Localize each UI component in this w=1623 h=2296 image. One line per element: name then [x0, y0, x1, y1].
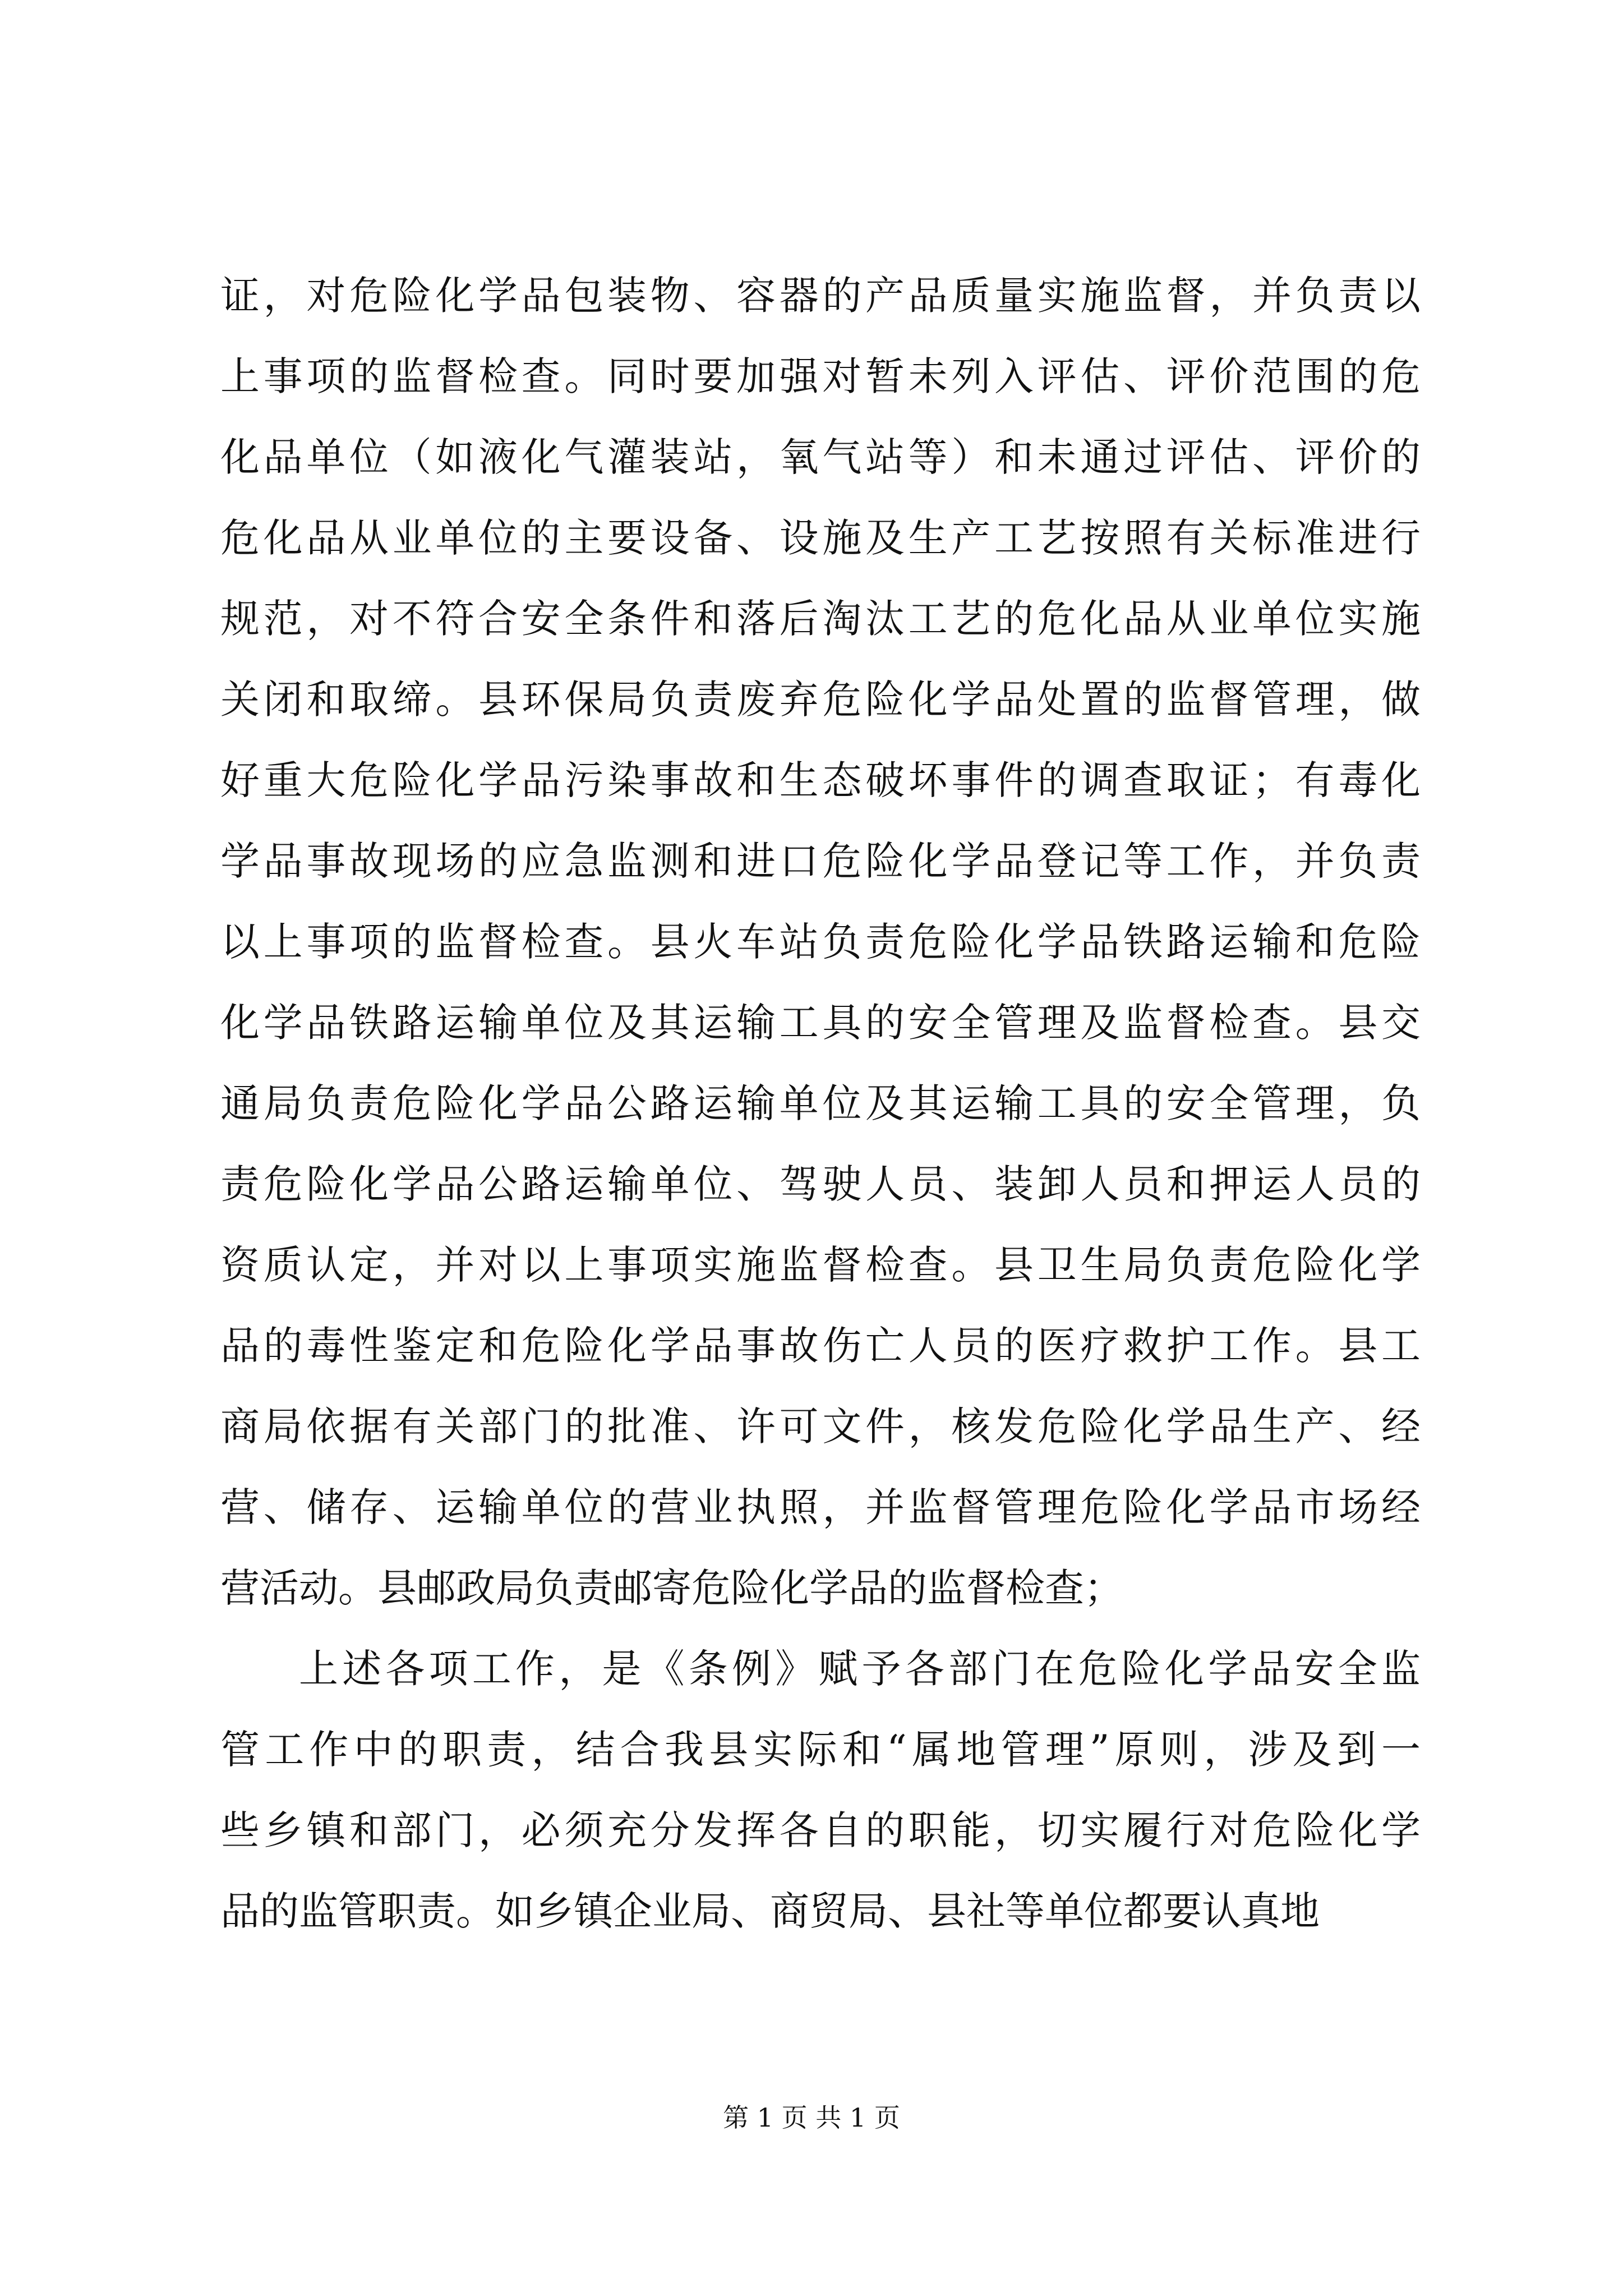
paragraph-line: 管工作中的职责，结合我县实际和“属地管理”原则，涉及到一	[220, 1727, 1421, 1773]
paragraph-line: 资质认定，并对以上事项实施监督检查。县卫生局负责危险化学	[220, 1242, 1421, 1288]
paragraph-line: 证，对危险化学品包装物、容器的产品质量实施监督，并负责以	[220, 273, 1421, 319]
paragraph-line: 通局负责危险化学品公路运输单位及其运输工具的安全管理，负	[220, 1080, 1421, 1126]
paragraph-line: 上述各项工作，是《条例》赋予各部门在危险化学品安全监	[299, 1646, 1421, 1692]
paragraph-line: 危化品从业单位的主要设备、设施及生产工艺按照有关标准进行	[220, 515, 1421, 561]
paragraph-line: 商局依据有关部门的批准、许可文件，核发危险化学品生产、经	[220, 1404, 1421, 1450]
paragraph-line: 品的监管职责。如乡镇企业局、商贸局、县社等单位都要认真地	[220, 1888, 1320, 1934]
paragraph-line: 规范，对不符合安全条件和落后淘汰工艺的危化品从业单位实施	[220, 596, 1421, 642]
paragraph-line: 些乡镇和部门，必须充分发挥各自的职能，切实履行对危险化学	[220, 1807, 1421, 1853]
paragraph-line: 营、储存、运输单位的营业执照，并监督管理危险化学品市场经	[220, 1484, 1421, 1530]
paragraph-line: 化学品铁路运输单位及其运输工具的安全管理及监督检查。县交	[220, 1000, 1421, 1046]
paragraph-line: 上事项的监督检查。同时要加强对暂未列入评估、评价范围的危	[220, 353, 1421, 399]
page-footer: 第 1 页 共 1 页	[723, 2102, 900, 2133]
paragraph-line: 关闭和取缔。县环保局负责废弃危险化学品处置的监督管理，做	[220, 677, 1421, 723]
paragraph-line: 学品事故现场的应急监测和进口危险化学品登记等工作，并负责	[220, 838, 1421, 884]
paragraph-line: 品的毒性鉴定和危险化学品事故伤亡人员的医疗救护工作。县工	[220, 1323, 1421, 1369]
paragraph-line: 以上事项的监督检查。县火车站负责危险化学品铁路运输和危险	[220, 919, 1421, 965]
paragraph-line: 营活动。县邮政局负责邮寄危险化学品的监督检查；	[220, 1565, 1123, 1611]
document-body	[220, 255, 1421, 1952]
paragraph-line: 化品单位（如液化气灌装站，氧气站等）和未通过评估、评价的	[220, 434, 1421, 480]
paragraph-line: 好重大危险化学品污染事故和生态破坏事件的调查取证；有毒化	[220, 757, 1421, 803]
paragraph-line: 责危险化学品公路运输单位、驾驶人员、装卸人员和押运人员的	[220, 1161, 1421, 1207]
